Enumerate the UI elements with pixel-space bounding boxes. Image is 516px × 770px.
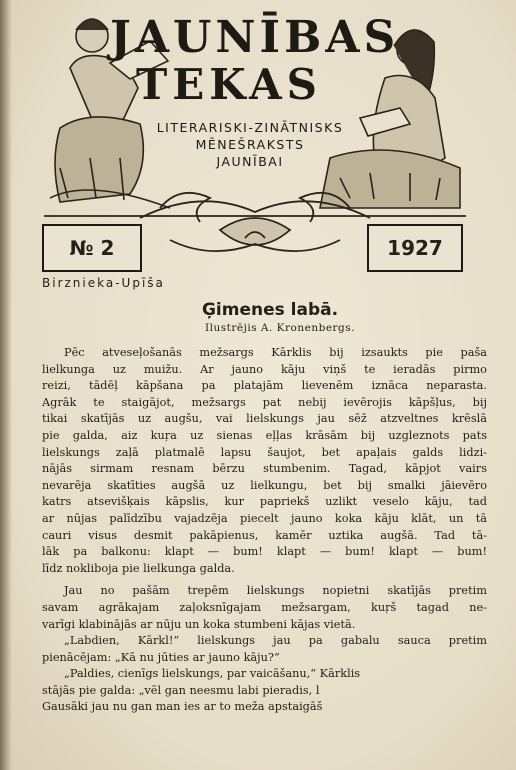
text-line: lielkunga uz muižu. Ar jauno kāju viņš te ieradās pirmo (42, 362, 487, 376)
text-line: lāk pa balkonu: klapt — bum! klapt — bum! klapt — bum! (42, 545, 487, 559)
text-line: „Labdien, Kārkl!“ lielskungs jau pa gabalu sauca pretim (64, 634, 487, 648)
text-line: ar nūjas palīdzību vajadzēja piecelt jauno koka kāju klāt, un tā (42, 511, 487, 525)
text-line: Jau no pašām trepēm lielskungs nopietni skatījās pretim (64, 584, 487, 598)
text-line: varīgi klabinājās ar nūju un koka stumbeni kājas vietā. (42, 617, 356, 631)
journal-title-line1: JAUNĪBAS (110, 12, 400, 63)
article-title: Ģimenes labā. (201, 300, 339, 320)
subtitle-line2: MĒNEŠRAKSTS (195, 137, 305, 152)
text-line: tikai skatījās uz augšu, vai lielskungs jau sēž atzveltnes krēslā (42, 412, 487, 426)
text-line: pie galda, aiz kuŗa uz sienas eļļas krāsām bij uzgleznots pats (42, 428, 487, 442)
text-line: nevarēja skatīties augšā uz lielkungu, bet bij smalki jāievēro (42, 478, 487, 492)
text-line: cauri visus desmit pakāpienus, kamēr uztika augšā. Tad tā- (42, 528, 487, 542)
masthead (40, 8, 470, 270)
text-line: Gausāki jau nu gan man ies ar to meža apstaigāš (42, 700, 323, 714)
text-line: savam agrākajam zaļoksnīgajam mežsargam, kuŗš tagad ne- (42, 600, 487, 614)
journal-title-line2: TEKAS (136, 60, 322, 109)
text-line: Pēc atveseļošanās mežsargs Kārklis bij izsaukts pie paša (64, 346, 487, 359)
text-line: „Paldies, cienīgs lielskungs, par vaicāšanu,“ Kārklis (64, 667, 361, 681)
text-line: lielskungs zaļā platmalē lapsu šaujot, bet apaļais galds lidzi- (42, 445, 487, 459)
subtitle-line3: JAUNĪBAI (216, 154, 284, 169)
issue-number-box: № 2 (42, 224, 142, 272)
text-line: pienācējam: „Kā nu jūties ar jauno kāju?“ (42, 650, 280, 664)
text-line: nājās sirmam resnam bērzu stumbenim. Tagad, kāpjot vairs (42, 462, 487, 476)
year-box: 1927 (367, 224, 463, 272)
subtitle-line1: LITERARISKI-ZINĀTNISKS (156, 120, 344, 135)
text-line: stājās pie galda: „vēl gan neesmu labi pieradis, l (42, 683, 320, 697)
text-line: Agrāk te staigājot, mežsargs pat nebij ievērojis kāpšļus, bij (42, 395, 487, 409)
text-line: reizi, tādēļ kāpšana pa platajām lievenēm iznāca neparasta. (42, 379, 487, 393)
text-line: katrs atsevišķais kāpslis, kur papriekš uzlikt veselo kāju, tad (42, 495, 487, 509)
page-spine-shadow (0, 0, 12, 770)
article-body (42, 345, 487, 716)
article-author: Birznieka-Upīša (42, 276, 165, 290)
text-line: līdz nokliboja pie lielkunga galda. (42, 561, 235, 575)
illustrator-credit: Ilustrējis A. Kronenbergs. (204, 322, 356, 334)
